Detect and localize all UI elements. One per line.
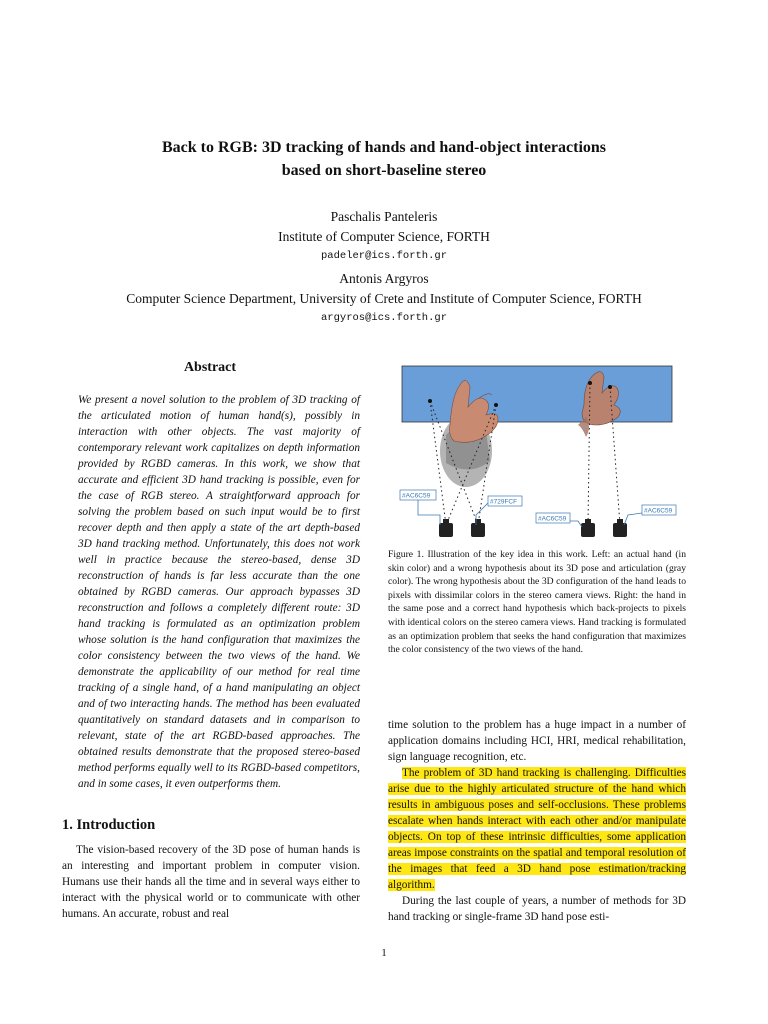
figure-caption: Figure 1. Illustration of the key idea in this work. Left: an actual hand (in skin color) and a wrong hypothesis about its 3D pose and articulation (gray color). The wrong hypothesis about the 3D configuration of the hand leads to pixels with dissimilar colors in the stereo camera views. Right: the hand in the same pose and a correct hand hypothesis which back-projects to pixels with identical colors on the stereo camera views. Hand tracking is formulated as an optimization problem that seeks the hand configuration that maximizes the color consistency of the two views of the hand. <box>388 549 686 656</box>
author-2-email[interactable]: argyros@ics.forth.gr <box>320 312 448 324</box>
camera-icon <box>581 519 595 537</box>
right-column-text <box>388 717 686 925</box>
paragraph-continued: time solution to the problem has a huge impact in a number of application domains including HCI, HRI, medical rehabilitation, sign language recognition, etc. <box>388 719 686 763</box>
author-1-email[interactable]: padeler@ics.forth.gr <box>320 250 448 262</box>
author-2-name: Antonis Argyros <box>339 271 429 286</box>
background-plane <box>402 366 672 422</box>
paragraph: During the last couple of years, a number of methods for 3D hand tracking or single-frame 3D hand pose esti- <box>388 895 686 923</box>
camera-icon <box>471 519 485 537</box>
color-label: #729FCF <box>490 498 518 506</box>
page-number: 1 <box>381 947 387 959</box>
abstract-heading: Abstract <box>183 360 237 375</box>
author-2-affiliation: Computer Science Department, University of Crete and Institute of Computer Science, FORTH <box>126 291 642 306</box>
stereo-cameras <box>439 519 627 537</box>
color-labels <box>400 490 676 523</box>
paragraph-highlighted <box>388 765 686 893</box>
color-label: #AC6C59 <box>402 492 431 500</box>
introduction-text: The vision-based recovery of the 3D pose of human hands is an interesting and important problem in computer vision. Humans use their hands all the time and in several ways either to interact with the physical world or to communicate with other humans. An accurate, robust and real <box>62 844 360 920</box>
title-line-2: based on short-baseline stereo <box>281 162 487 179</box>
title-line-1: Back to RGB: 3D tracking of hands and hand-object interactions <box>161 139 607 156</box>
label-connectors <box>418 498 642 527</box>
color-label: #AC6C59 <box>538 515 567 523</box>
abstract-text: We present a novel solution to the problem of 3D tracking of the articulated motion of human hand(s), possibly in interaction with other objects. The vast majority of contemporary relevant work capitalizes on depth information provided by RGBD cameras. In this work, we show that accurate and efficient 3D hand tracking is possible, even for the case of RGB stereo. A straightforward approach for solving the problem based on such input would be to first recover depth and then apply a state of the art depth-based 3D hand tracking method. Unfortunately, this does not work well in practice because the stereo-based, dense 3D reconstruction of hands is far less accurate than the one obtained by RGBD cameras. Our approach bypasses 3D reconstruction and follows a completely different route: 3D hand tracking is formulated as an optimization problem whose solution is the hand configuration that maximizes the color consistency between the two views of the hand. We demonstrate the applicability of our method for real time tracking of a single hand, of a hand manipulating an object and of two interacting hands. The method has been evaluated quantitatively on standard datasets and in comparison to relevant, state of the art RGBD-based approaches. The obtained results demonstrate that the proposed stereo-based method performs equally well to its RGBD-based competitors, and in some cases, it even outperforms them. <box>78 394 360 790</box>
paper-title <box>0 136 768 182</box>
figure-1 <box>388 365 686 545</box>
introduction-heading: 1. Introduction <box>62 817 156 833</box>
figure-1-illustration <box>388 365 686 545</box>
camera-icon <box>439 519 453 537</box>
color-label: #AC6C59 <box>644 507 673 515</box>
highlighted-text[interactable]: The problem of 3D hand tracking is challenging. Difficulties arise due to the highly articulated structure of the hand which results in ambiguous poses and self-occlusions. These problems escalate when hands interact with each other and/or manipulate objects. On top of these intrinsic difficulties, some application areas impose constraints on the spatial and temporal resolution of the images that feed a 3D hand pose estimation/tracking algorithm. <box>388 767 686 891</box>
author-1-name: Paschalis Panteleris <box>330 209 438 224</box>
author-1-affiliation: Institute of Computer Science, FORTH <box>278 229 490 244</box>
